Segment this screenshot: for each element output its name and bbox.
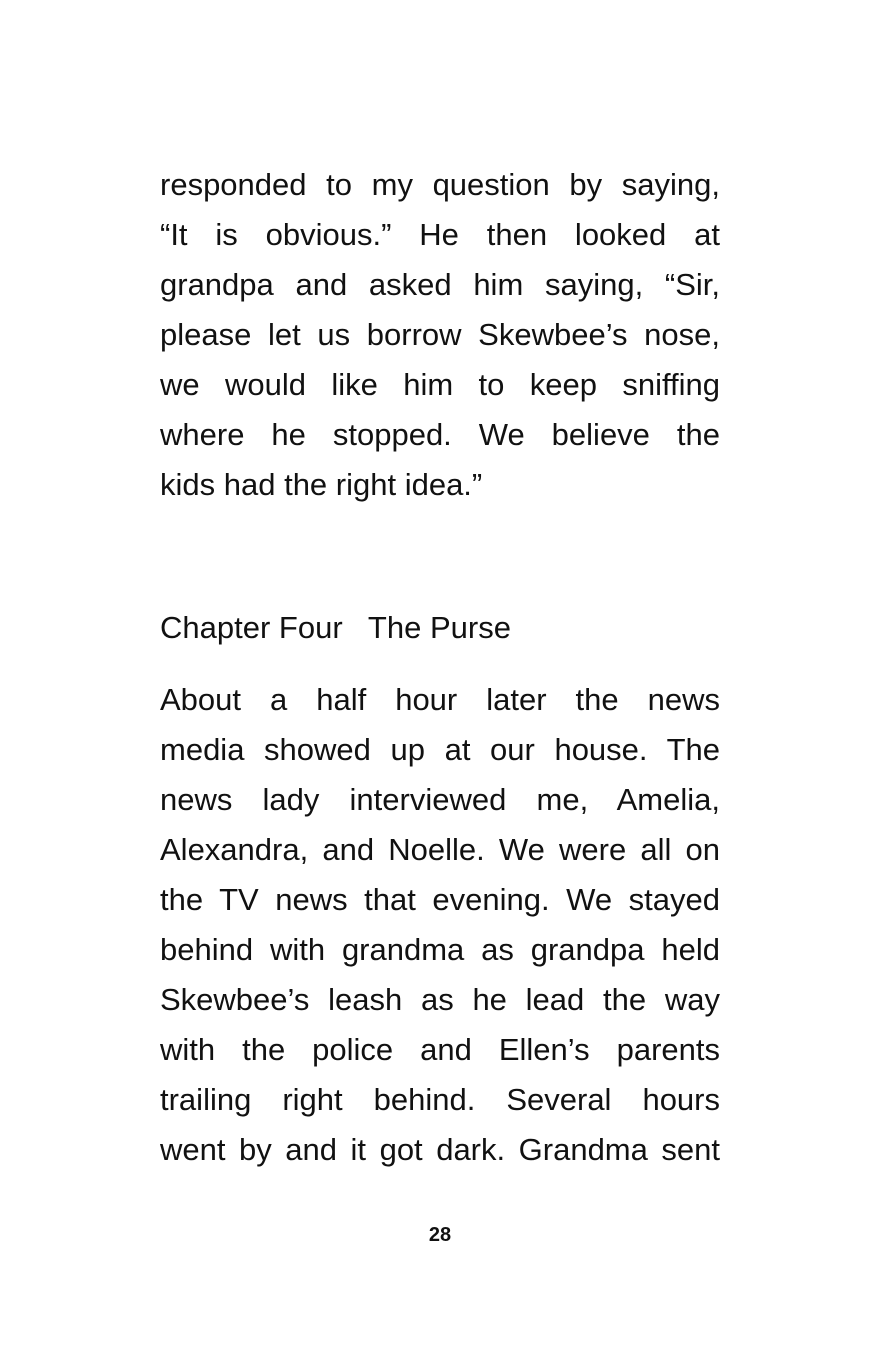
- text-line: grandpa and asked him saying, “Sir,: [160, 267, 720, 302]
- text-line: where he stopped. We believe the: [160, 417, 720, 452]
- text-line: Alexandra, and Noelle. We were all on: [160, 832, 720, 867]
- text-line: kids had the right idea.”: [160, 467, 483, 502]
- text-line: please let us borrow Skewbee’s nose,: [160, 317, 720, 352]
- paragraph-1: [160, 160, 720, 510]
- text-line: went by and it got dark. Grandma sent: [160, 1132, 720, 1167]
- text-line: with the police and Ellen’s parents: [160, 1032, 720, 1067]
- text-line: “It is obvious.” He then looked at: [160, 217, 720, 252]
- text-line: media showed up at our house. The: [160, 732, 720, 767]
- text-line: we would like him to keep sniffing: [160, 367, 720, 402]
- chapter-heading: Chapter Four The Purse: [160, 610, 511, 645]
- page-number: 28: [428, 1224, 452, 1246]
- paragraph-2: [160, 675, 720, 1175]
- text-line: About a half hour later the news: [160, 682, 720, 717]
- text-line: trailing right behind. Several hours: [160, 1082, 720, 1117]
- text-line: the TV news that evening. We stayed: [160, 882, 720, 917]
- text-line: behind with grandma as grandpa held: [160, 932, 720, 967]
- text-line: news lady interviewed me, Amelia,: [160, 782, 720, 817]
- text-line: responded to my question by saying,: [160, 167, 720, 202]
- text-line: Skewbee’s leash as he lead the way: [160, 982, 720, 1017]
